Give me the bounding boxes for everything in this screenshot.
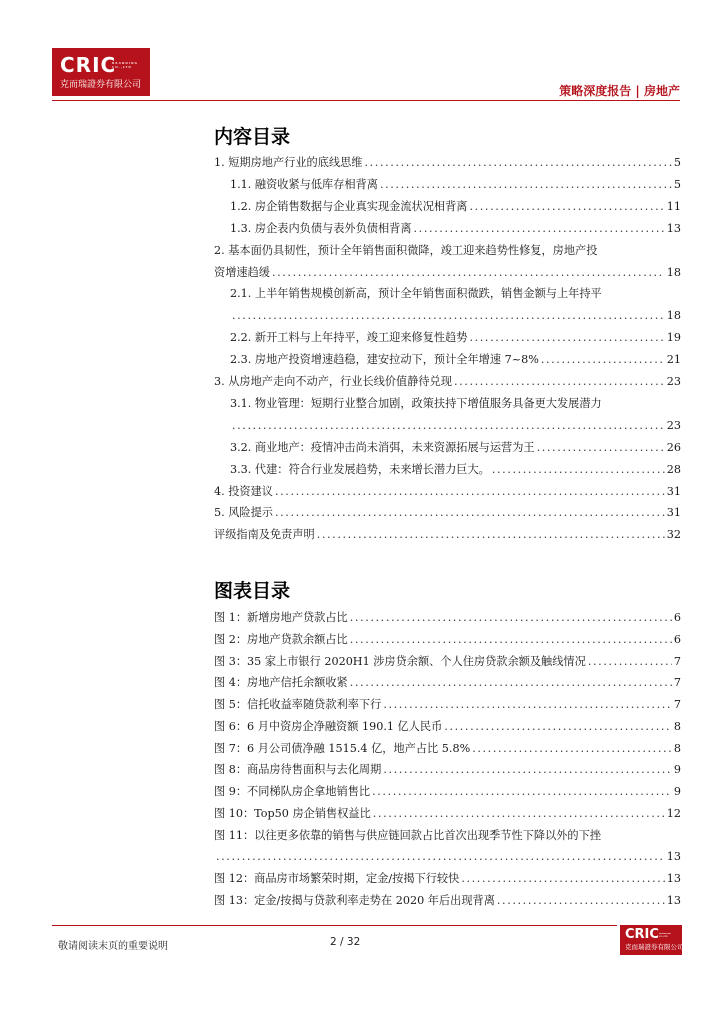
toc-entry[interactable] — [214, 482, 681, 502]
dot-leader — [497, 891, 665, 911]
entry-page: 21 — [666, 353, 681, 367]
entry-title: 1.1. 融资收紧与低库存相背离 — [230, 177, 378, 191]
toc-entry[interactable] — [230, 416, 681, 436]
toc-entry[interactable] — [230, 350, 681, 370]
dot-leader — [350, 608, 672, 628]
entry-page: 23 — [666, 418, 681, 432]
entry-title: 4. 投资建议 — [214, 484, 273, 498]
dot-leader — [469, 197, 664, 217]
toc-entry[interactable] — [214, 241, 681, 261]
entry-title: 图 3：35 家上市银行 2020H1 涉房贷余额、个人住房贷款余额及触线情况 — [214, 654, 586, 668]
entry-page: 18 — [666, 309, 681, 323]
report-type: 策略深度报告 | 房地产 — [559, 84, 680, 98]
entry-title: 评级指南及免责声明 — [214, 528, 315, 542]
page-number: 2 / 32 — [330, 936, 361, 948]
figure-entry[interactable] — [214, 695, 681, 715]
dot-leader — [537, 438, 665, 458]
header-divider — [52, 100, 680, 101]
toc-entry[interactable] — [230, 284, 681, 304]
entry-page: 7 — [673, 654, 681, 668]
entry-page: 6 — [673, 611, 681, 624]
entry-page: 9 — [673, 763, 681, 777]
toc-entry[interactable] — [230, 175, 681, 195]
dot-leader — [350, 673, 672, 693]
dot-leader — [414, 219, 665, 239]
dot-leader — [461, 869, 664, 889]
entry-title: 图 13：定金/按揭与贷款利率走势在 2020 年后出现背离 — [214, 893, 495, 907]
entry-page: 32 — [666, 528, 681, 542]
figure-entry[interactable] — [214, 739, 681, 759]
toc-entry[interactable] — [230, 394, 681, 414]
toc-entry[interactable] — [230, 328, 681, 348]
entry-page: 28 — [666, 462, 681, 476]
logo-brand: CRIC BRANDING CO.,LTD — [60, 54, 144, 76]
entry-title: 1.3. 房企表内负债与表外负债相背离 — [230, 221, 412, 235]
company-logo — [52, 48, 150, 96]
toc-entry[interactable] — [214, 372, 681, 392]
dot-leader — [232, 416, 665, 436]
entry-page: 23 — [666, 375, 681, 388]
figure-entry[interactable] — [214, 673, 681, 693]
entry-page: 7 — [673, 676, 681, 690]
dot-leader — [444, 717, 672, 737]
figure-entry[interactable] — [214, 608, 681, 628]
figure-entry[interactable] — [214, 826, 681, 846]
entry-title: 1. 短期房地产行业的底线思维 — [214, 156, 363, 169]
entry-title: 3.1. 物业管理：短期行业整合加剧，政策扶持下增值服务具备更大发展潜力 — [230, 396, 602, 410]
entry-title: 图 4：房地产信托余额收紧 — [214, 676, 348, 690]
figure-entry[interactable] — [214, 847, 681, 867]
entry-page: 8 — [673, 719, 681, 733]
dot-leader — [383, 760, 672, 780]
figure-entry[interactable] — [214, 717, 681, 737]
entry-page: 31 — [666, 506, 681, 520]
footer-notice: 敬请阅读末页的重要说明 — [58, 941, 168, 952]
dot-leader — [275, 503, 665, 523]
figure-entry[interactable] — [214, 782, 681, 802]
footer-logo-brand: CRIC BRANDING CO.,LTD — [625, 928, 678, 942]
figures-title: 图表目录 — [214, 580, 291, 602]
figure-entry[interactable] — [214, 891, 681, 911]
dot-leader — [232, 306, 665, 326]
footer-logo-sub: BRANDING CO.,LTD — [659, 933, 672, 938]
entry-title: 图 6：6 月中资房企净融资额 190.1 亿人民币 — [214, 719, 443, 733]
entry-title: 图 9：不同梯队房企拿地销售比 — [214, 785, 371, 798]
entry-page: 12 — [666, 806, 681, 820]
dot-leader — [492, 460, 665, 480]
entry-title: 3. 从房地产走向不动产，行业长线价值静待兑现 — [214, 375, 452, 388]
dot-leader — [216, 847, 665, 867]
entry-title: 2. 基本面仍具韧性，预计全年销售面积微降，竣工迎来趋势性修复，房地产投 — [214, 243, 598, 257]
dot-leader — [469, 328, 664, 348]
entry-title: 3.2. 商业地产：疫情冲击尚未消弭，未来资源拓展与运营为王 — [230, 440, 535, 454]
dot-leader — [541, 350, 665, 370]
figure-entry[interactable] — [214, 804, 681, 824]
entry-title: 图 10：Top50 房企销售权益比 — [214, 806, 371, 820]
dot-leader — [373, 804, 665, 824]
toc-entry[interactable] — [230, 460, 681, 480]
toc-entry[interactable] — [214, 503, 681, 523]
entry-page: 7 — [673, 698, 681, 711]
dot-leader — [275, 482, 665, 502]
dot-leader — [350, 630, 672, 650]
figure-entry[interactable] — [214, 630, 681, 650]
dot-leader — [317, 525, 665, 545]
footer-divider — [52, 925, 617, 926]
entry-title: 2.3. 房地产投资增速趋稳，建安拉动下，预计全年增速 7~8% — [230, 353, 539, 367]
entry-title: 图 1：新增房地产贷款占比 — [214, 611, 348, 624]
entry-title: 图 2：房地产贷款余额占比 — [214, 632, 348, 646]
dot-leader — [272, 263, 665, 283]
entry-title: 2.1. 上半年销售规模创新高，预计全年销售面积微跌，销售金额与上年持平 — [230, 287, 602, 301]
toc-entry[interactable] — [214, 263, 681, 283]
toc-entry[interactable] — [230, 438, 681, 458]
entry-page: 5 — [673, 177, 681, 191]
entry-page: 13 — [666, 872, 681, 885]
figure-entry[interactable] — [214, 760, 681, 780]
logo-company-name: 克而瑞證券有限公司 — [60, 80, 142, 90]
entry-title: 图 11：以往更多依靠的销售与供应链回款占比首次出现季节性下降以外的下挫 — [214, 828, 601, 842]
entry-title: 资增速趋缓 — [214, 265, 270, 279]
entry-title: 图 5：信托收益率随贷款利率下行 — [214, 698, 382, 711]
dot-leader — [380, 175, 672, 195]
entry-page: 8 — [673, 741, 681, 755]
toc-entry[interactable] — [214, 153, 681, 173]
dot-leader — [472, 739, 672, 759]
logo-sub: BRANDING CO.,LTD — [112, 61, 139, 69]
entry-title: 3.3. 代建：符合行业发展趋势，未来增长潜力巨大。 — [230, 462, 490, 476]
footer-logo — [620, 925, 682, 955]
entry-page: 9 — [673, 785, 681, 798]
entry-title: 5. 风险提示 — [214, 506, 273, 520]
entry-title: 2.2. 新开工料与上年持平，竣工迎来修复性趋势 — [230, 331, 468, 345]
entry-title: 图 7：6 月公司债净融 1515.4 亿，地产占比 5.8% — [214, 741, 471, 755]
entry-page: 19 — [666, 331, 681, 345]
dot-leader — [454, 372, 665, 392]
dot-leader — [588, 652, 672, 672]
entry-page: 26 — [666, 440, 681, 454]
entry-page: 13 — [666, 850, 681, 864]
toc-entry[interactable] — [230, 306, 681, 326]
entry-page: 13 — [666, 893, 681, 907]
entry-title: 图 8：商品房待售面积与去化周期 — [214, 763, 382, 777]
dot-leader — [383, 695, 672, 715]
entry-title: 1.2. 房企销售数据与企业真实现金流状况相背离 — [230, 199, 468, 213]
entry-page: 13 — [666, 221, 681, 235]
figure-entry[interactable] — [214, 652, 681, 672]
figure-entry[interactable] — [214, 869, 681, 889]
toc-entry[interactable] — [214, 525, 681, 545]
entry-page: 5 — [673, 156, 681, 169]
entry-page: 6 — [673, 632, 681, 646]
entry-page: 18 — [666, 265, 681, 279]
dot-leader — [364, 153, 671, 173]
toc-entry[interactable] — [230, 197, 681, 217]
contents-title: 内容目录 — [214, 126, 291, 148]
footer-logo-company: 克而瑞證券有限公司 — [625, 943, 684, 951]
entry-page: 11 — [666, 199, 681, 213]
entry-page: 31 — [666, 484, 681, 498]
entry-title: 图 12：商品房市场繁荣时期，定金/按揭下行较快 — [214, 872, 460, 885]
toc-entry[interactable] — [230, 219, 681, 239]
dot-leader — [372, 782, 672, 802]
